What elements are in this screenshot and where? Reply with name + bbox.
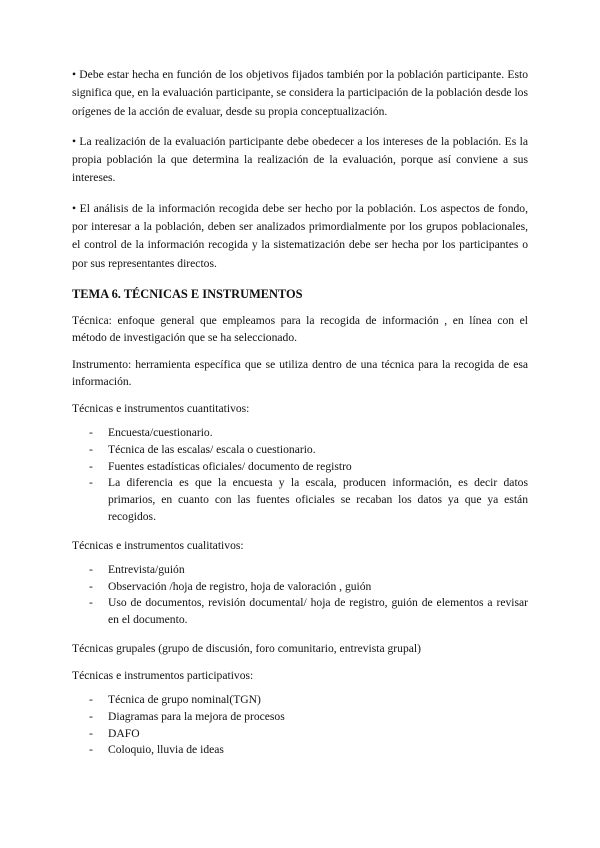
cualitativos-title: Técnicas e instrumentos cualitativos: (72, 538, 244, 552)
list-item-text: Entrevista/guión (108, 562, 185, 576)
list-item (72, 579, 528, 596)
dash-marker: - (89, 425, 93, 439)
list-item (72, 562, 528, 579)
list-item-text: Fuentes estadísticas oficiales/ documento de registro (108, 459, 352, 473)
bullet-paragraph-analisis: • El análisis de la información recogida debe ser hecho por la población. Los aspectos de fondo, por interesar a la población, deben ser analizados primordialmente por los grupos poblacionales, el control de la información recogida y la sistematización debe ser hecha por los participantes o por sus representantes directos. (72, 201, 528, 270)
dash-marker: - (89, 726, 93, 740)
participativos-title: Técnicas e instrumentos participativos: (72, 668, 254, 682)
list-item (72, 709, 528, 726)
list-item-text: Técnica de las escalas/ escala o cuestionario. (108, 442, 316, 456)
list-item (72, 475, 528, 525)
section-heading: TEMA 6. TÉCNICAS E INSTRUMENTOS (72, 286, 303, 301)
cuantitativos-list (72, 425, 528, 526)
list-item (72, 692, 528, 709)
dash-marker: - (89, 442, 93, 456)
dash-marker: - (89, 596, 93, 610)
list-item-text: Encuesta/cuestionario. (108, 425, 213, 439)
list-item-text: Diagramas para la mejora de procesos (108, 709, 285, 723)
grupales-title: Técnicas grupales (grupo de discusión, foro comunitario, entrevista grupal) (72, 641, 421, 655)
cuantitativos-title: Técnicas e instrumentos cuantitativos: (72, 401, 250, 415)
list-item-text: DAFO (108, 726, 140, 740)
dash-marker: - (89, 579, 93, 593)
dash-marker: - (89, 709, 93, 723)
dash-marker: - (89, 692, 93, 706)
dash-marker: - (89, 476, 93, 490)
list-item (72, 459, 528, 476)
definition-tecnica: Técnica: enfoque general que empleamos para la recogida de información , en línea con el método de investigación que se ha seleccionado. (72, 313, 528, 344)
list-item (72, 726, 528, 743)
list-item-text: Observación /hoja de registro, hoja de valoración , guión (108, 579, 372, 593)
list-item (72, 442, 528, 459)
list-item-text: Uso de documentos, revisión documental/ hoja de registro, guión de elementos a revisar en el documento. (108, 596, 528, 627)
dash-marker: - (89, 562, 93, 576)
dash-marker: - (89, 743, 93, 757)
list-item (72, 425, 528, 442)
bullet-paragraph-objetivos: • Debe estar hecha en función de los objetivos fijados también por la población participante. Esto significa que, en la evaluación participante, se considera la participación de la población desde los orígenes de la acción de evaluar, desde su propia conceptualización. (72, 68, 528, 118)
cualitativos-list (72, 562, 528, 629)
list-item (72, 595, 528, 629)
participativos-list (72, 692, 528, 759)
list-item-text: Técnica de grupo nominal(TGN) (108, 692, 261, 706)
bullet-paragraph-intereses: • La realización de la evaluación participante debe obedecer a los intereses de la población. Es la propia población la que determina la realización de la evaluación, porque así conviene a sus intereses. (72, 134, 528, 185)
dash-marker: - (89, 459, 93, 473)
definition-instrumento: Instrumento: herramienta específica que se utiliza dentro de una técnica para la recogida de esa información. (72, 357, 528, 388)
list-item-text: La diferencia es que la encuesta y la escala, producen información, es decir datos primarios, en cuanto con las fuentes oficiales se recaban los datos ya que ya están recogidos. (108, 476, 528, 523)
list-item-text: Coloquio, lluvia de ideas (108, 743, 224, 757)
list-item (72, 742, 528, 759)
